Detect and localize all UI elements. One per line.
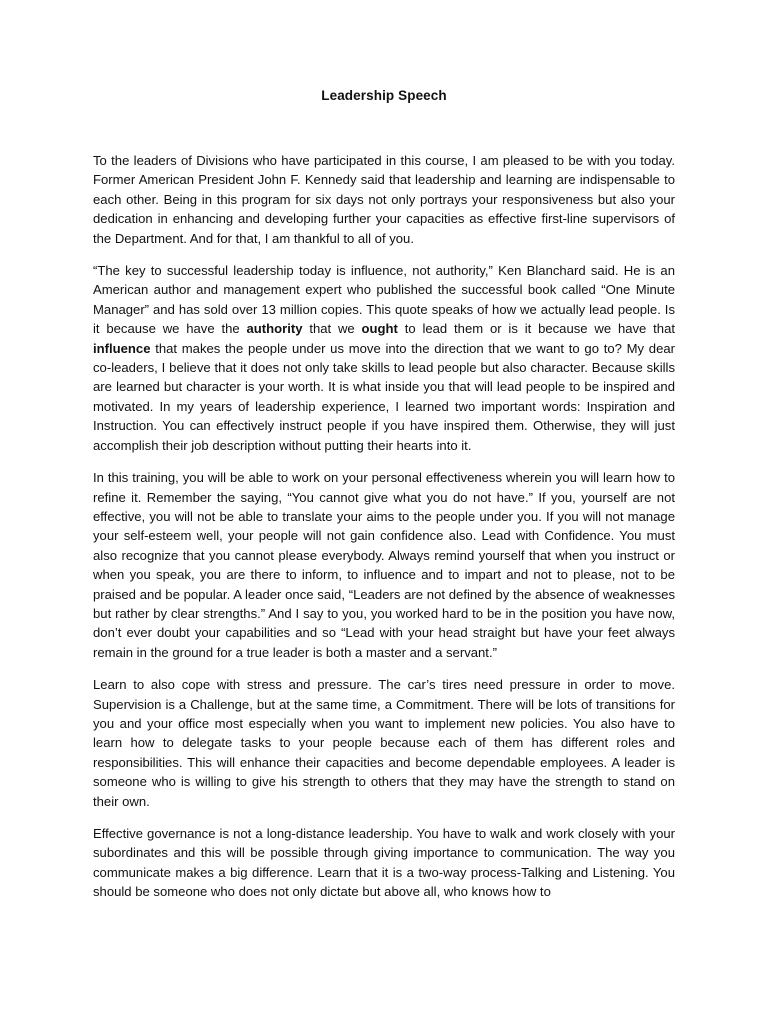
paragraph-5 bbox=[93, 824, 675, 902]
paragraph-text: “The key to successful leadership today is influence, not authority,” Ken Blanchard said. He is an American author and management expert who published the successful book called “One Minute Manager” and has sold over 13 million copies. This quote speaks of how we actually lead people. Is it because we have the bbox=[93, 263, 675, 337]
bold-word-influence: influence bbox=[93, 340, 151, 356]
paragraph-text: Effective governance is not a long-distance leadership. You have to walk and work closely with your subordinates and this will be possible through giving importance to communication. The way you communicate makes a big difference. Learn that it is a two-way process-Talking and Listening. You should be someone who does not only dictate but above all, who knows how to bbox=[93, 826, 675, 900]
bold-word-ought: ought bbox=[361, 321, 398, 337]
paragraph-text: that makes the people under us move into the direction that we want to go to? My dear co-leaders, I believe that it does not only take skills to lead people but also character. Because skills are learned but character is your worth. It is what inside you that will lead people to be inspired and motivated. In my years of leadership experience, I learned two important words: Inspiration and Instruction. You can effectively instruct people if you have inspired them. Otherwise, they will just accomplish their job description without putting their hearts into it. bbox=[93, 340, 675, 453]
paragraph-text: To the leaders of Divisions who have participated in this course, I am pleased to be with you today. Former American President John F. Kennedy said that leadership and learning are indispensable to each other. Being in this program for six days not only portrays your responsiveness but also your dedication in enhancing and developing further your capacities as effective first-line supervisors of the Department. And for that, I am thankful to all of you. bbox=[93, 153, 675, 246]
paragraph-text: Learn to also cope with stress and pressure. The car’s tires need pressure in order to move. Supervision is a Challenge, but at the same time, a Commitment. There will be lots of transitions for you and your office most especially when you want to implement new policies. You also have to learn how to delegate tasks to your people because each of them has different roles and responsibilities. This will enhance their capacities and become dependable employees. A leader is someone who is willing to give his strength to others that they may have the strength to stand on their own. bbox=[93, 677, 675, 809]
bold-word-authority: authority bbox=[246, 321, 303, 337]
paragraph-3 bbox=[93, 468, 675, 662]
paragraph-text: In this training, you will be able to work on your personal effectiveness wherein you will learn how to refine it. Remember the saying, “You cannot give what you do not have.” If you, yourself are not effective, you will not be able to translate your aims to the people under you. If you will not manage your self-esteem well, your people will not gain confidence also. Lead with Confidence. You must also recognize that you cannot please everybody. Always remind yourself that when you instruct or when you speak, you are there to inform, to influence and to impart and not to please, not to be praised and be popular. A leader once said, “Leaders are not defined by the absence of weaknesses but rather by clear strengths.” And I say to you, you worked hard to be in the position you have now, don’t ever doubt your capabilities and so “Lead with your head straight but have your feet always remain in the ground for a true leader is both a master and a servant.” bbox=[93, 470, 675, 660]
paragraph-2 bbox=[93, 261, 675, 455]
document-title: Leadership Speech bbox=[321, 88, 447, 103]
document-body bbox=[93, 151, 675, 902]
paragraph-text: that we bbox=[302, 321, 362, 337]
paragraph-1 bbox=[93, 151, 675, 248]
paragraph-4 bbox=[93, 675, 675, 811]
paragraph-text: to lead them or is it because we have that bbox=[397, 321, 675, 337]
